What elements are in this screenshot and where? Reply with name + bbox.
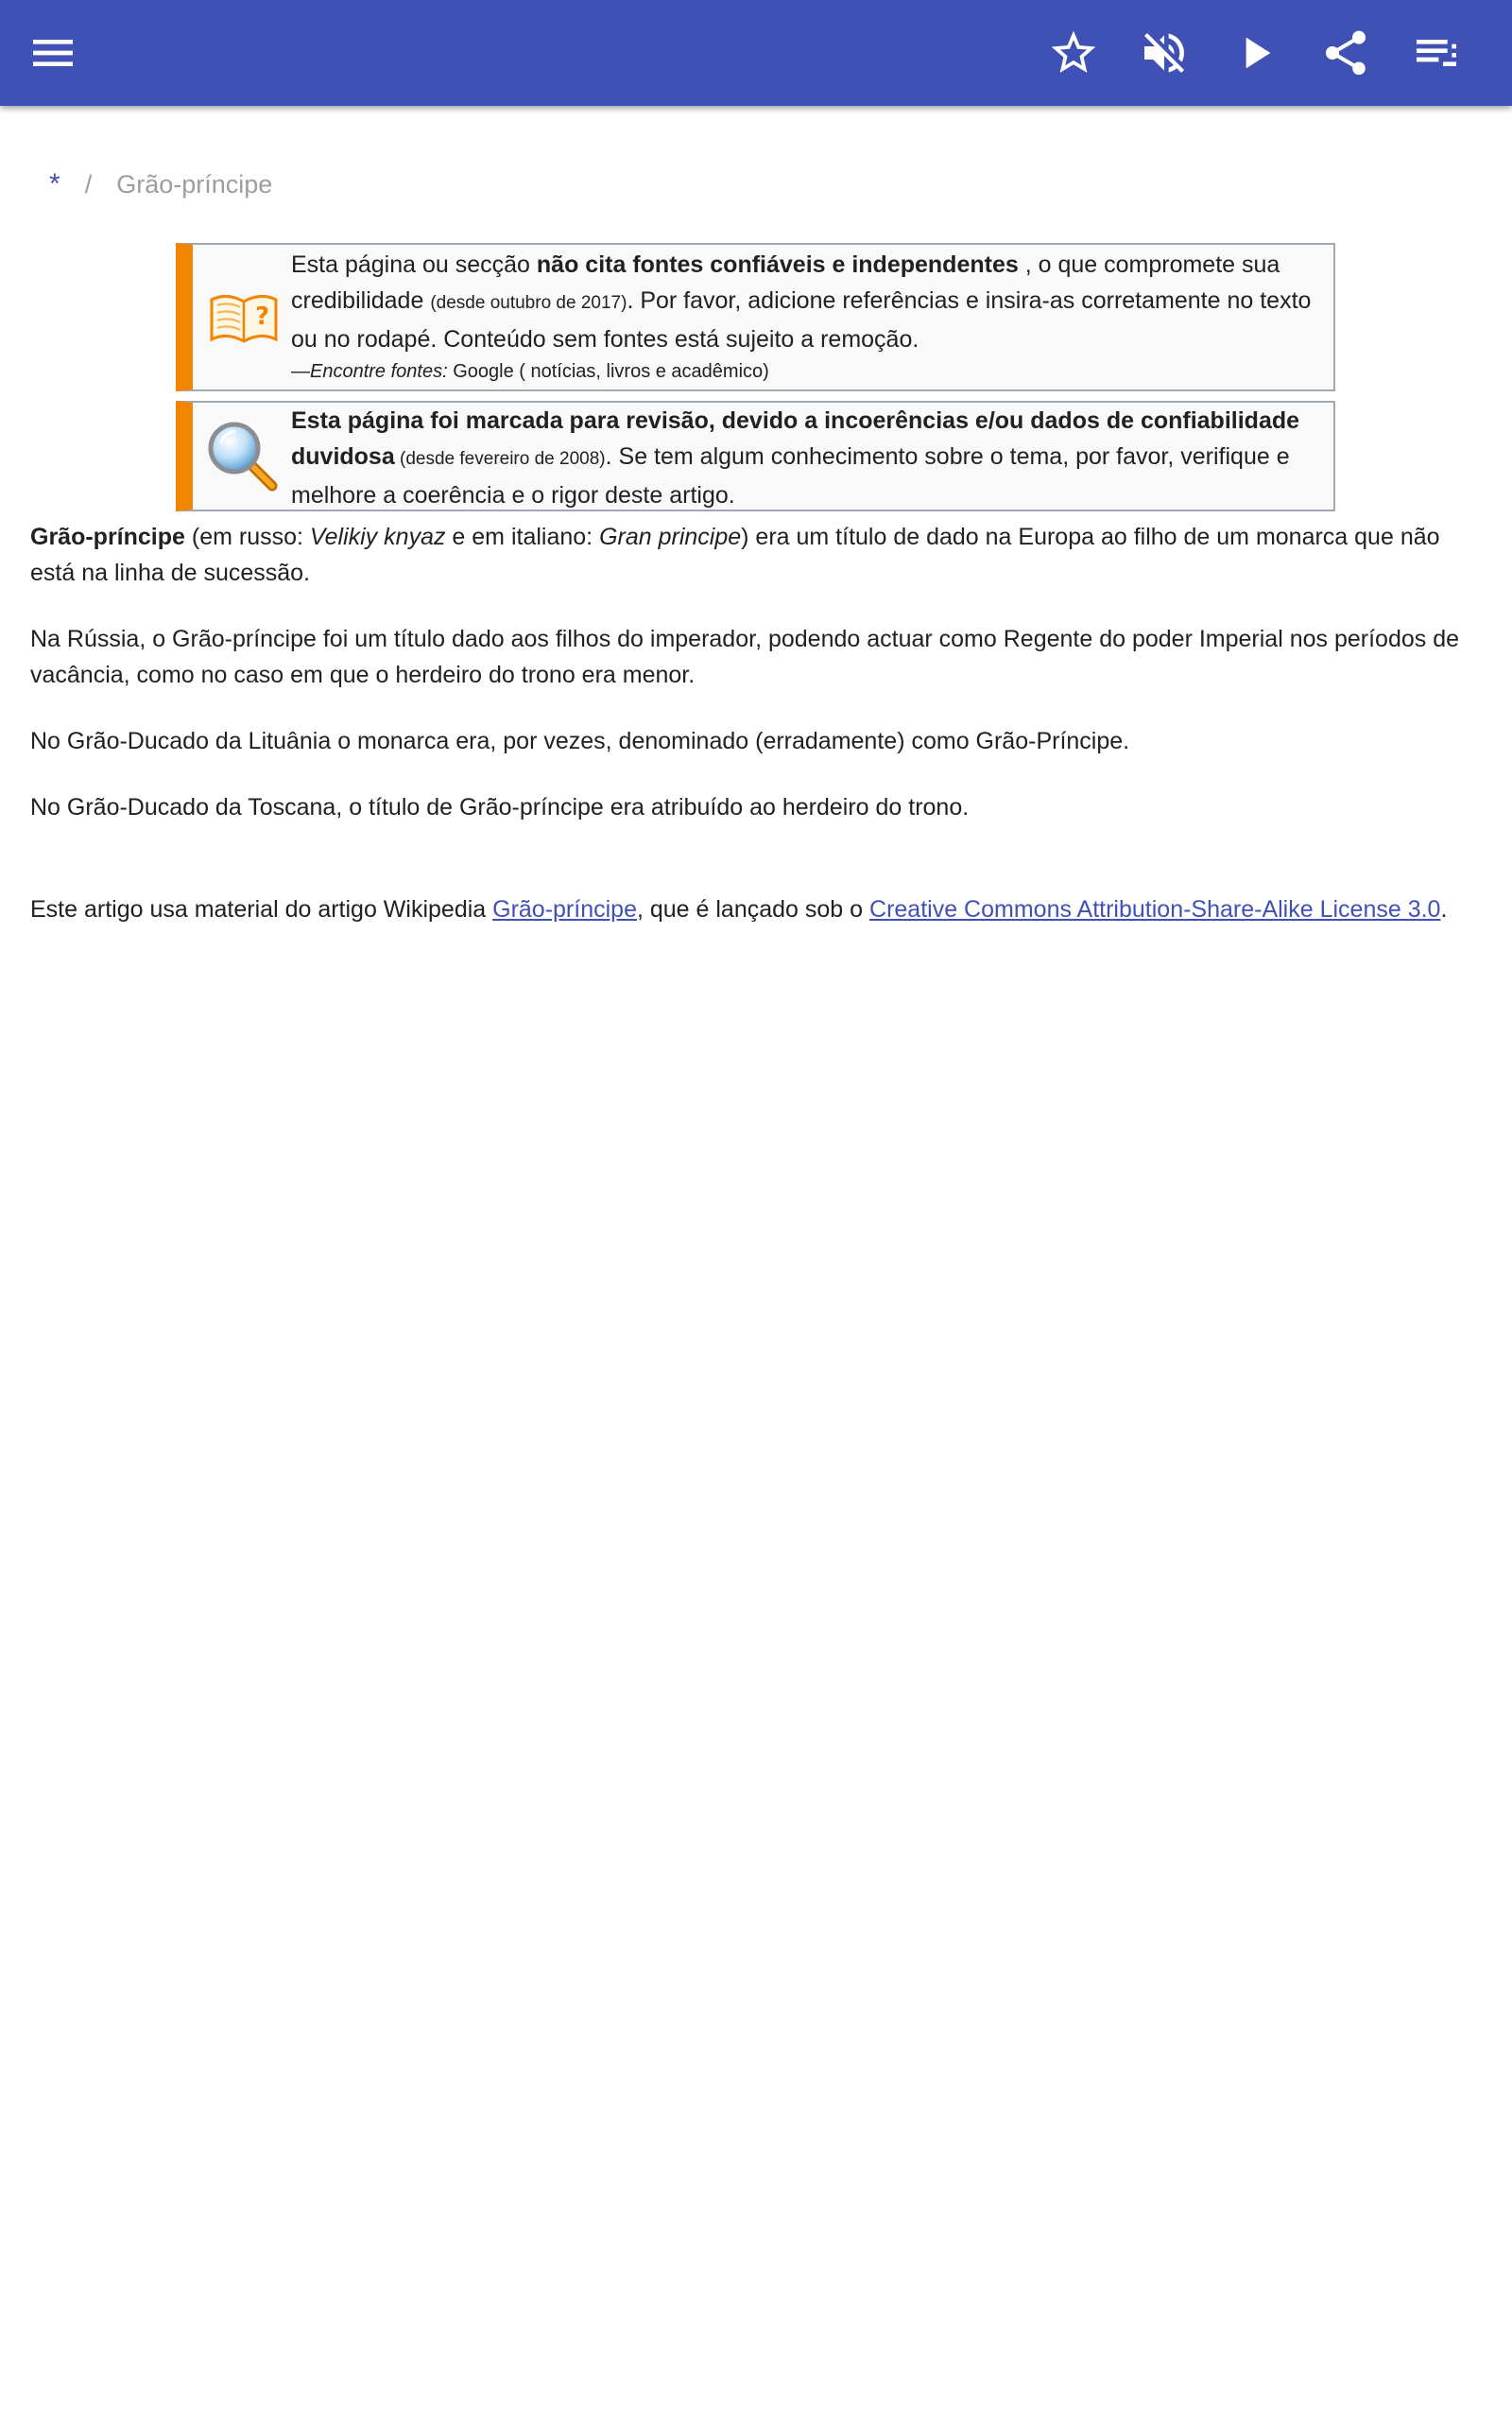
notice2-date: (desde fevereiro de 2008) [394,449,606,469]
attribution [30,891,1486,927]
attribution-text-b: , que é lançado sob o [636,896,870,923]
paragraph-4: No Grão-Ducado da Toscana, o título de Grão-príncipe era atribuído ao herdeiro do trono. [30,794,970,821]
p1-italian-term: Gran principe [599,524,742,550]
breadcrumb-current: Grão-príncipe [116,169,273,199]
svg-text:?: ? [255,302,270,331]
notice1-text-c: . Por favor, adicione referências e insira-as corretamente no texto ou no rodapé. Conteúdo sem fontes está sujeito a remoção. [291,287,1312,353]
notice2-bold: Esta página foi marcada para revisão, devido a incoerências e/ou dados de confiabilidade duvidosa [291,407,1300,470]
notice-review [176,401,1335,511]
app-bar [0,0,1512,106]
license-link[interactable]: Creative Commons Attribution-Share-Alike License 3.0 [869,896,1441,923]
breadcrumb-separator: / [84,169,93,199]
dash: — [291,361,310,382]
paragraph-2: Na Rússia, o Grão-príncipe foi um título dado aos filhos do imperador, podendo actuar como Regente do poder Imperial nos períodos de vacância, como no caso em que o herdeiro do trono era menor. [30,626,1459,688]
share-icon[interactable] [1319,26,1372,79]
star-outline-icon[interactable] [1047,26,1100,79]
paragraph-1 [30,519,1486,591]
article-term: Grão-príncipe [30,524,185,550]
notice1-bold: não cita fontes confiáveis e independentes [536,251,1019,278]
paragraph-3: No Grão-Ducado da Lituânia o monarca era, por vezes, denominado (erradamente) como Grão-Príncipe. [30,728,1130,754]
wikipedia-article-link[interactable]: Grão-príncipe [492,896,637,923]
p1-russian-term: Velikiy knyaz [309,524,446,550]
p1-text-b: e em italiano: [445,524,600,550]
notice-no-sources [176,243,1335,391]
attribution-text-c: . [1440,896,1448,923]
notice1-date: (desde outubro de 2017) [430,293,627,313]
breadcrumb-home[interactable]: * [49,168,60,199]
find-sources-label: Encontre fontes: [310,361,448,382]
breadcrumb [49,168,272,200]
notice2-text: . Se tem algum conhecimento sobre o tema, por favor, verifique e melhore a coerência e o rigor deste artigo. [291,443,1290,509]
volume-off-icon[interactable] [1138,26,1191,79]
p1-text-a: (em russo: [184,524,310,550]
attribution-text-a: Este artigo usa material do artigo Wikipedia [30,896,493,923]
find-sources-links[interactable]: Google ( notícias, livros e acadêmico) [447,361,769,382]
menu-icon[interactable] [26,26,79,79]
notice1-text-a: Esta página ou secção [291,251,537,278]
notice1-text-b: , o que compromete sua credibilidade [291,251,1280,314]
p1-text-c: ) era um título de dado na Europa ao filho de um monarca que não está na linha de sucessão. [30,524,1440,586]
book-icon [206,283,282,352]
magnifier-icon [206,420,282,496]
play-icon[interactable] [1228,26,1281,79]
find-sources-line [291,357,1314,386]
playlist-icon[interactable] [1410,26,1463,79]
